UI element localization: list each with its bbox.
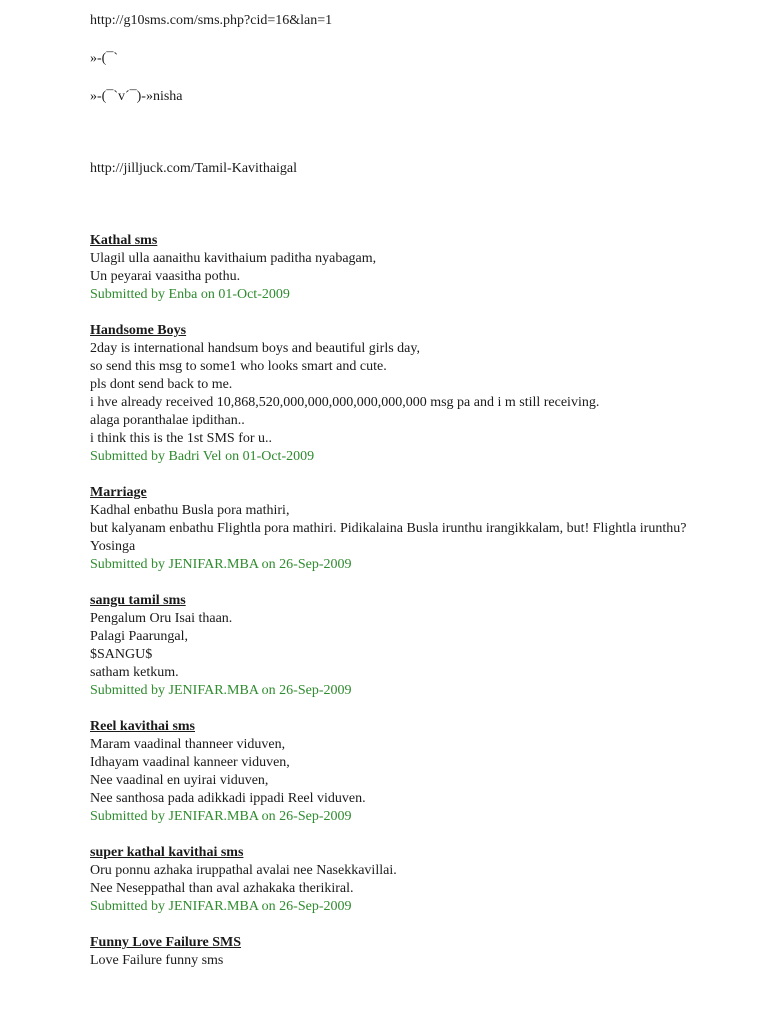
- sms-text-line: so send this msg to some1 who looks smart and cute.: [90, 359, 387, 374]
- symbol-line-nisha: »-(¯`v´¯)-»nisha: [90, 89, 183, 104]
- sms-text-line: Nee vaadinal en uyirai viduven,: [90, 773, 269, 788]
- sms-entry-title[interactable]: Marriage: [90, 485, 147, 500]
- sms-entry-title[interactable]: Handsome Boys: [90, 323, 187, 338]
- sms-text-line: satham ketkum.: [90, 665, 179, 680]
- submitted-by-text: Submitted by Enba on 01-Oct-2009: [90, 287, 290, 302]
- sms-text-line: Palagi Paarungal,: [90, 629, 188, 644]
- sms-entry: [90, 844, 730, 916]
- sms-text-line: Oru ponnu azhaka iruppathal avalai nee Nasekkavillai.: [90, 863, 397, 878]
- sms-text-line: Nee santhosa pada adikkadi ippadi Reel viduven.: [90, 791, 366, 806]
- sms-text-line: pls dont send back to me.: [90, 377, 233, 392]
- submitted-by-text: Submitted by JENIFAR.MBA on 26-Sep-2009: [90, 683, 352, 698]
- sms-entry-list: [90, 232, 730, 970]
- sms-entry: [90, 934, 730, 970]
- sms-text-line: Nee Neseppathal than aval azhakaka therikiral.: [90, 881, 354, 896]
- sms-text-line: Kadhal enbathu Busla pora mathiri,: [90, 503, 290, 518]
- document-page: [90, 12, 730, 988]
- sms-entry-title[interactable]: Reel kavithai sms: [90, 719, 195, 734]
- submitted-by-text: Submitted by JENIFAR.MBA on 26-Sep-2009: [90, 809, 352, 824]
- sms-text-line: $SANGU$: [90, 647, 153, 662]
- submitted-by-text: Submitted by JENIFAR.MBA on 26-Sep-2009: [90, 557, 352, 572]
- sms-text-line: alaga poranthalae ipdithan..: [90, 413, 245, 428]
- sms-entry-title[interactable]: Kathal sms: [90, 233, 158, 248]
- source-url-1: http://g10sms.com/sms.php?cid=16&lan=1: [90, 13, 333, 28]
- sms-text-line: i hve already received 10,868,520,000,000,000,000,000,000 msg pa and i m still receiving.: [90, 395, 600, 410]
- sms-entry: [90, 718, 730, 826]
- submitted-by-text: Submitted by JENIFAR.MBA on 26-Sep-2009: [90, 899, 352, 914]
- sms-entry-title[interactable]: Funny Love Failure SMS: [90, 935, 242, 950]
- sms-text-line: Idhayam vaadinal kanneer viduven,: [90, 755, 290, 770]
- sms-text-line: but kalyanam enbathu Flightla pora mathiri. Pidikalaina Busla irunthu irangikkalam, but! Flightla irunthu? Yosinga: [90, 521, 687, 554]
- symbol-line-1: »-(¯`: [90, 51, 118, 66]
- sms-text-line: Un peyarai vaasitha pothu.: [90, 269, 241, 284]
- sms-entry: [90, 232, 730, 304]
- sms-entry: [90, 322, 730, 466]
- sms-text-line: i think this is the 1st SMS for u..: [90, 431, 273, 446]
- sms-entry-title[interactable]: super kathal kavithai sms: [90, 845, 244, 860]
- sms-text-line: 2day is international handsum boys and beautiful girls day,: [90, 341, 420, 356]
- sms-text-line: Love Failure funny sms: [90, 953, 224, 968]
- sms-text-line: Pengalum Oru Isai thaan.: [90, 611, 233, 626]
- sms-text-line: Ulagil ulla aanaithu kavithaium paditha nyabagam,: [90, 251, 377, 266]
- submitted-by-text: Submitted by Badri Vel on 01-Oct-2009: [90, 449, 315, 464]
- sms-entry: [90, 592, 730, 700]
- sms-entry: [90, 484, 730, 574]
- sms-entry-title[interactable]: sangu tamil sms: [90, 593, 186, 608]
- sms-text-line: Maram vaadinal thanneer viduven,: [90, 737, 286, 752]
- source-url-2: http://jilljuck.com/Tamil-Kavithaigal: [90, 161, 298, 176]
